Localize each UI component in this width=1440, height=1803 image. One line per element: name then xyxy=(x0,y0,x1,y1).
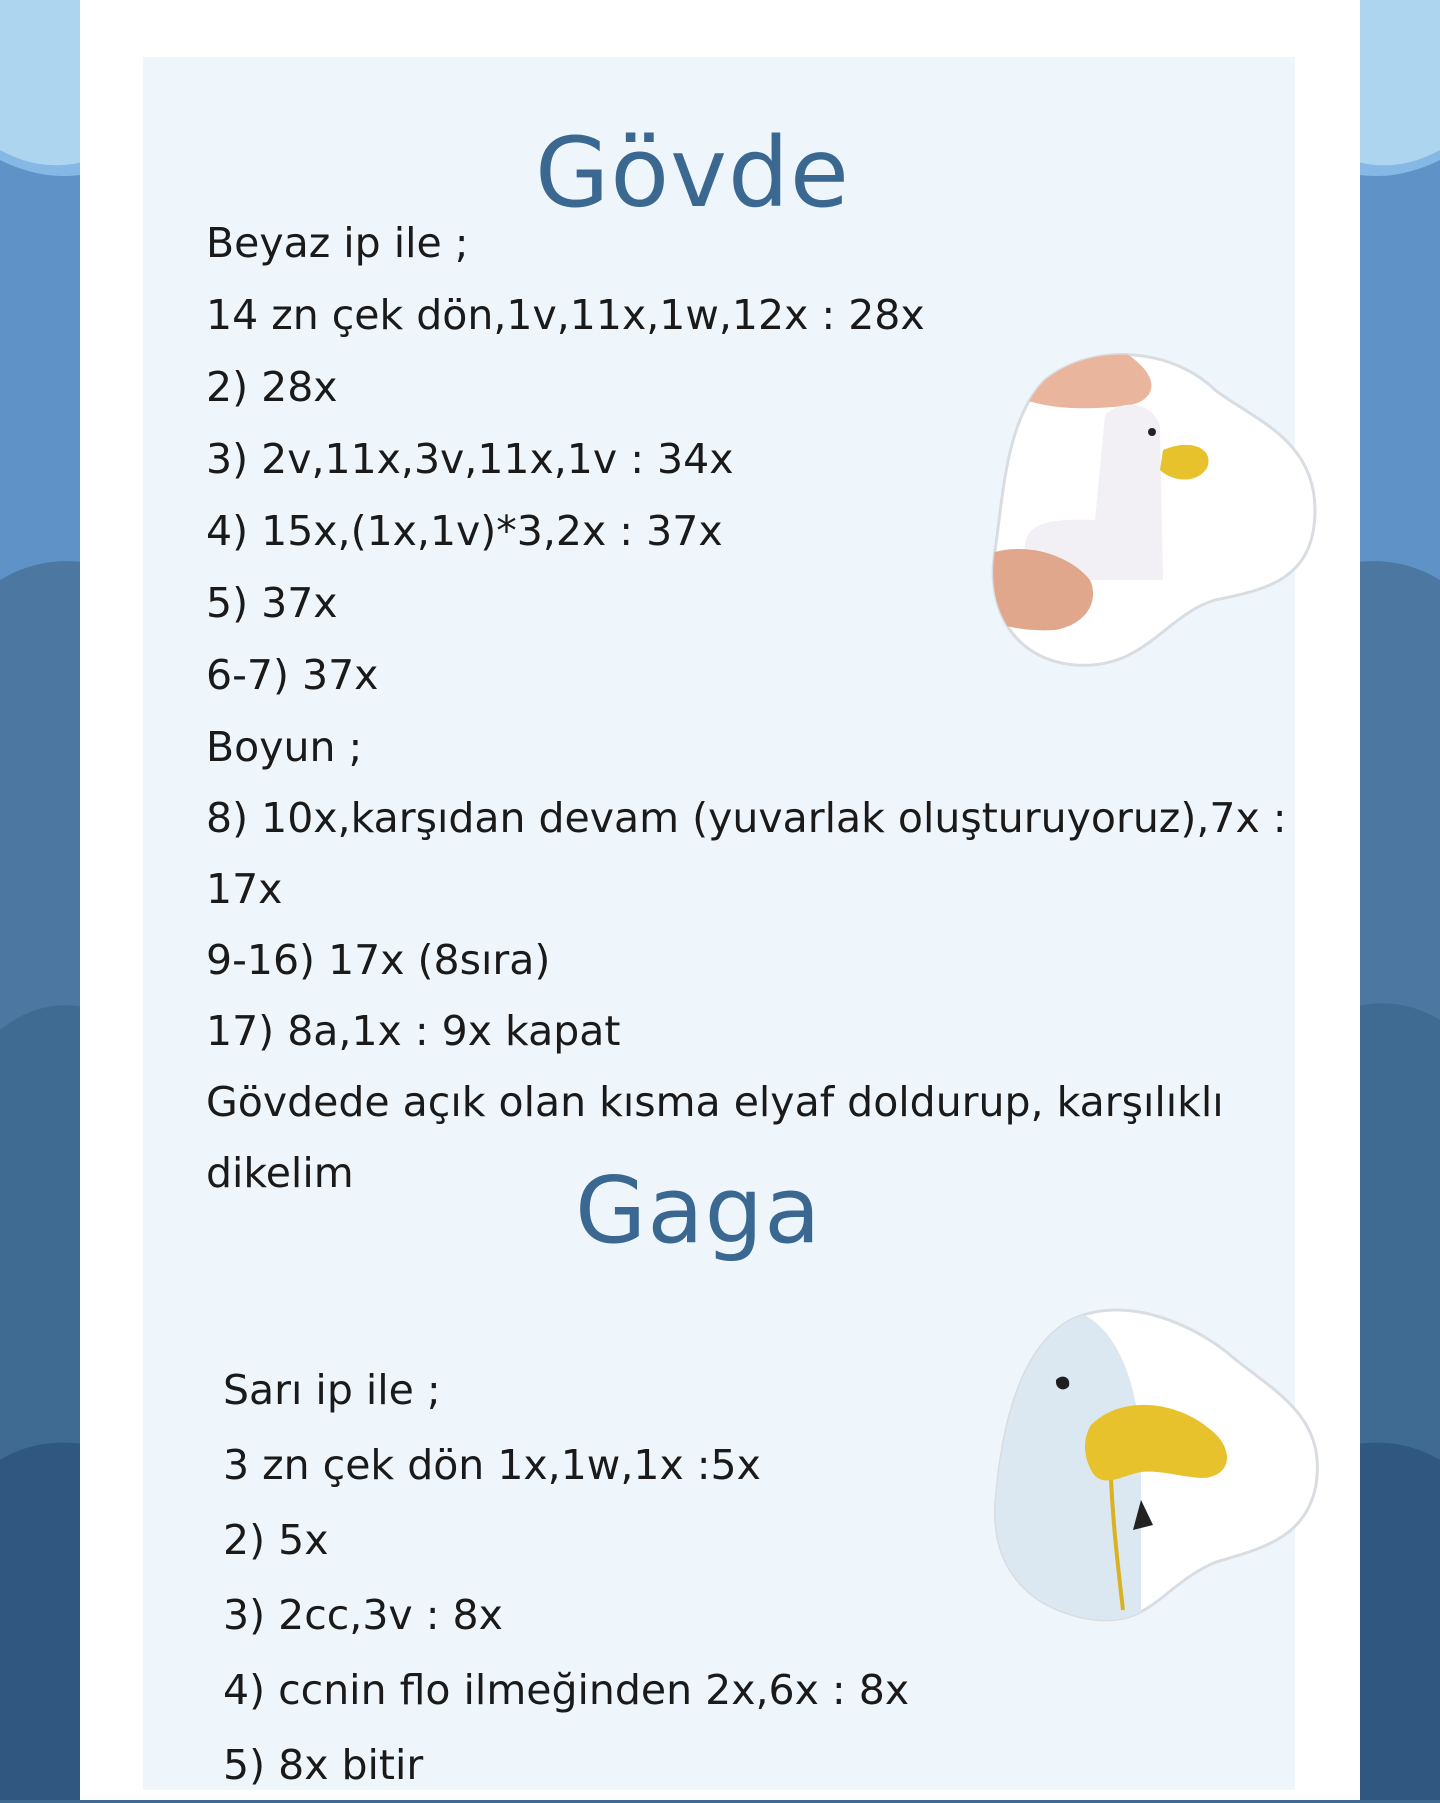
gaga-instructions xyxy=(223,1353,909,1803)
instruction-line: 6-7) 37x xyxy=(206,651,379,699)
instruction-line: Gövdede açık olan kısma elyaf doldurup, karşılıklı xyxy=(206,1078,1224,1126)
instruction-line: 4) ccnin flo ilmeğinden 2x,6x : 8x xyxy=(223,1666,910,1714)
goose-body-photo xyxy=(985,340,1321,670)
instruction-line: 3) 2cc,3v : 8x xyxy=(223,1591,503,1639)
section-title-govde: Gövde xyxy=(535,117,850,229)
instruction-line: 2) 28x xyxy=(206,363,338,411)
instruction-line: 8) 10x,karşıdan devam (yuvarlak oluşturuyoruz),7x : xyxy=(206,794,1287,842)
instruction-line: 17) 8a,1x : 9x kapat xyxy=(206,1007,621,1055)
instruction-line: 3) 2v,11x,3v,11x,1v : 34x xyxy=(206,435,734,483)
instruction-line: 3 zn çek dön 1x,1w,1x :5x xyxy=(223,1441,761,1489)
instruction-line: 5) 37x xyxy=(206,579,338,627)
instruction-line: Beyaz ip ile ; xyxy=(206,219,469,267)
instruction-line: 9-16) 17x (8sıra) xyxy=(206,936,551,984)
instruction-line: 14 zn çek dön,1v,11x,1w,12x : 28x xyxy=(206,291,925,339)
goose-beak-photo xyxy=(991,1300,1321,1622)
pattern-card xyxy=(80,0,1360,1800)
instruction-line: 2) 5x xyxy=(223,1516,329,1564)
instruction-line: dikelim xyxy=(206,1149,354,1197)
instruction-line: Sarı ip ile ; xyxy=(223,1366,441,1414)
instruction-line: 4) 15x,(1x,1v)*3,2x : 37x xyxy=(206,507,723,555)
instruction-line: 5) 8x bitir xyxy=(223,1741,424,1789)
instruction-line: Boyun ; xyxy=(206,723,363,771)
section-title-gaga: Gaga xyxy=(575,1157,822,1264)
pattern-panel xyxy=(143,57,1295,1790)
instruction-line: 17x xyxy=(206,865,283,913)
